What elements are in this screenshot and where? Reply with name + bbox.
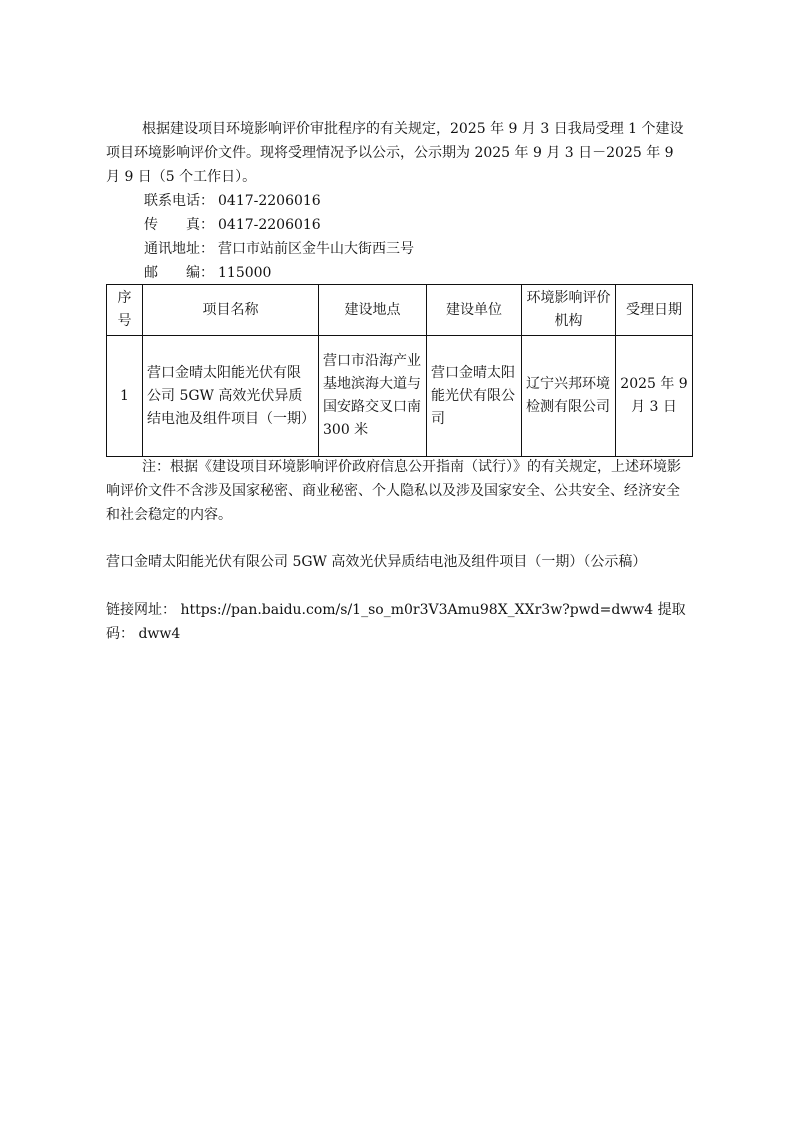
fax-value: 0417-2206016 [218, 217, 321, 233]
cell-date: 2025 年 9 月 3 日 [616, 336, 693, 457]
cell-no: 1 [107, 336, 143, 457]
contact-phone [144, 189, 704, 213]
download-link[interactable]: 链接网址： https://pan.baidu.com/s/1_so_m0r3V3Amu98X_XXr3w?pwd=dww4 提取码： dww4 [106, 602, 686, 642]
header-location: 建设地点 [319, 285, 427, 336]
phone-value: 0417-2206016 [218, 193, 321, 209]
header-name: 项目名称 [143, 285, 319, 336]
address-value: 营口市站前区金牛山大街西三号 [218, 241, 414, 257]
contact-address [144, 237, 704, 261]
cell-unit: 营口金晴太阳能光伏有限公司 [427, 336, 522, 457]
note-paragraph: 注：根据《建设项目环境影响评价政府信息公开指南（试行）》的有关规定，上述环境影响评价文件不含涉及国家秘密、商业秘密、个人隐私以及涉及国家安全、公共安全、经济安全和社会稳定的内容。 [106, 459, 681, 523]
header-agency: 环境影响评价机构 [522, 285, 616, 336]
table-row [107, 336, 693, 457]
document-title: 营口金晴太阳能光伏有限公司 5GW 高效光伏异质结电池及组件项目（一期）（公示稿） [106, 554, 647, 570]
contact-fax [144, 213, 704, 237]
header-date: 受理日期 [616, 285, 693, 336]
postcode-label: 邮 编： [144, 265, 214, 281]
header-no: 序号 [107, 285, 143, 336]
contact-postcode [144, 261, 704, 285]
cell-agency: 辽宁兴邦环境检测有限公司 [522, 336, 616, 457]
address-label: 通讯地址： [144, 241, 214, 257]
postcode-value: 115000 [218, 265, 272, 281]
cell-location: 营口市沿海产业基地滨海大道与国安路交叉口南 300 米 [319, 336, 427, 457]
cell-name: 营口金晴太阳能光伏有限公司 5GW 高效光伏异质结电池及组件项目（一期） [143, 336, 319, 457]
header-unit: 建设单位 [427, 285, 522, 336]
phone-label: 联系电话： [144, 193, 214, 209]
intro-paragraph: 根据建设项目环境影响评价审批程序的有关规定，2025 年 9 月 3 日我局受理 1 个建设项目环境影响评价文件。现将受理情况予以公示，公示期为 2025 年 9 月 3 日－2025 年 9 月 9 日（5 个工作日）。 [106, 121, 684, 185]
fax-label: 传 真： [144, 217, 214, 233]
project-table [106, 284, 693, 457]
table-header-row [107, 285, 693, 336]
